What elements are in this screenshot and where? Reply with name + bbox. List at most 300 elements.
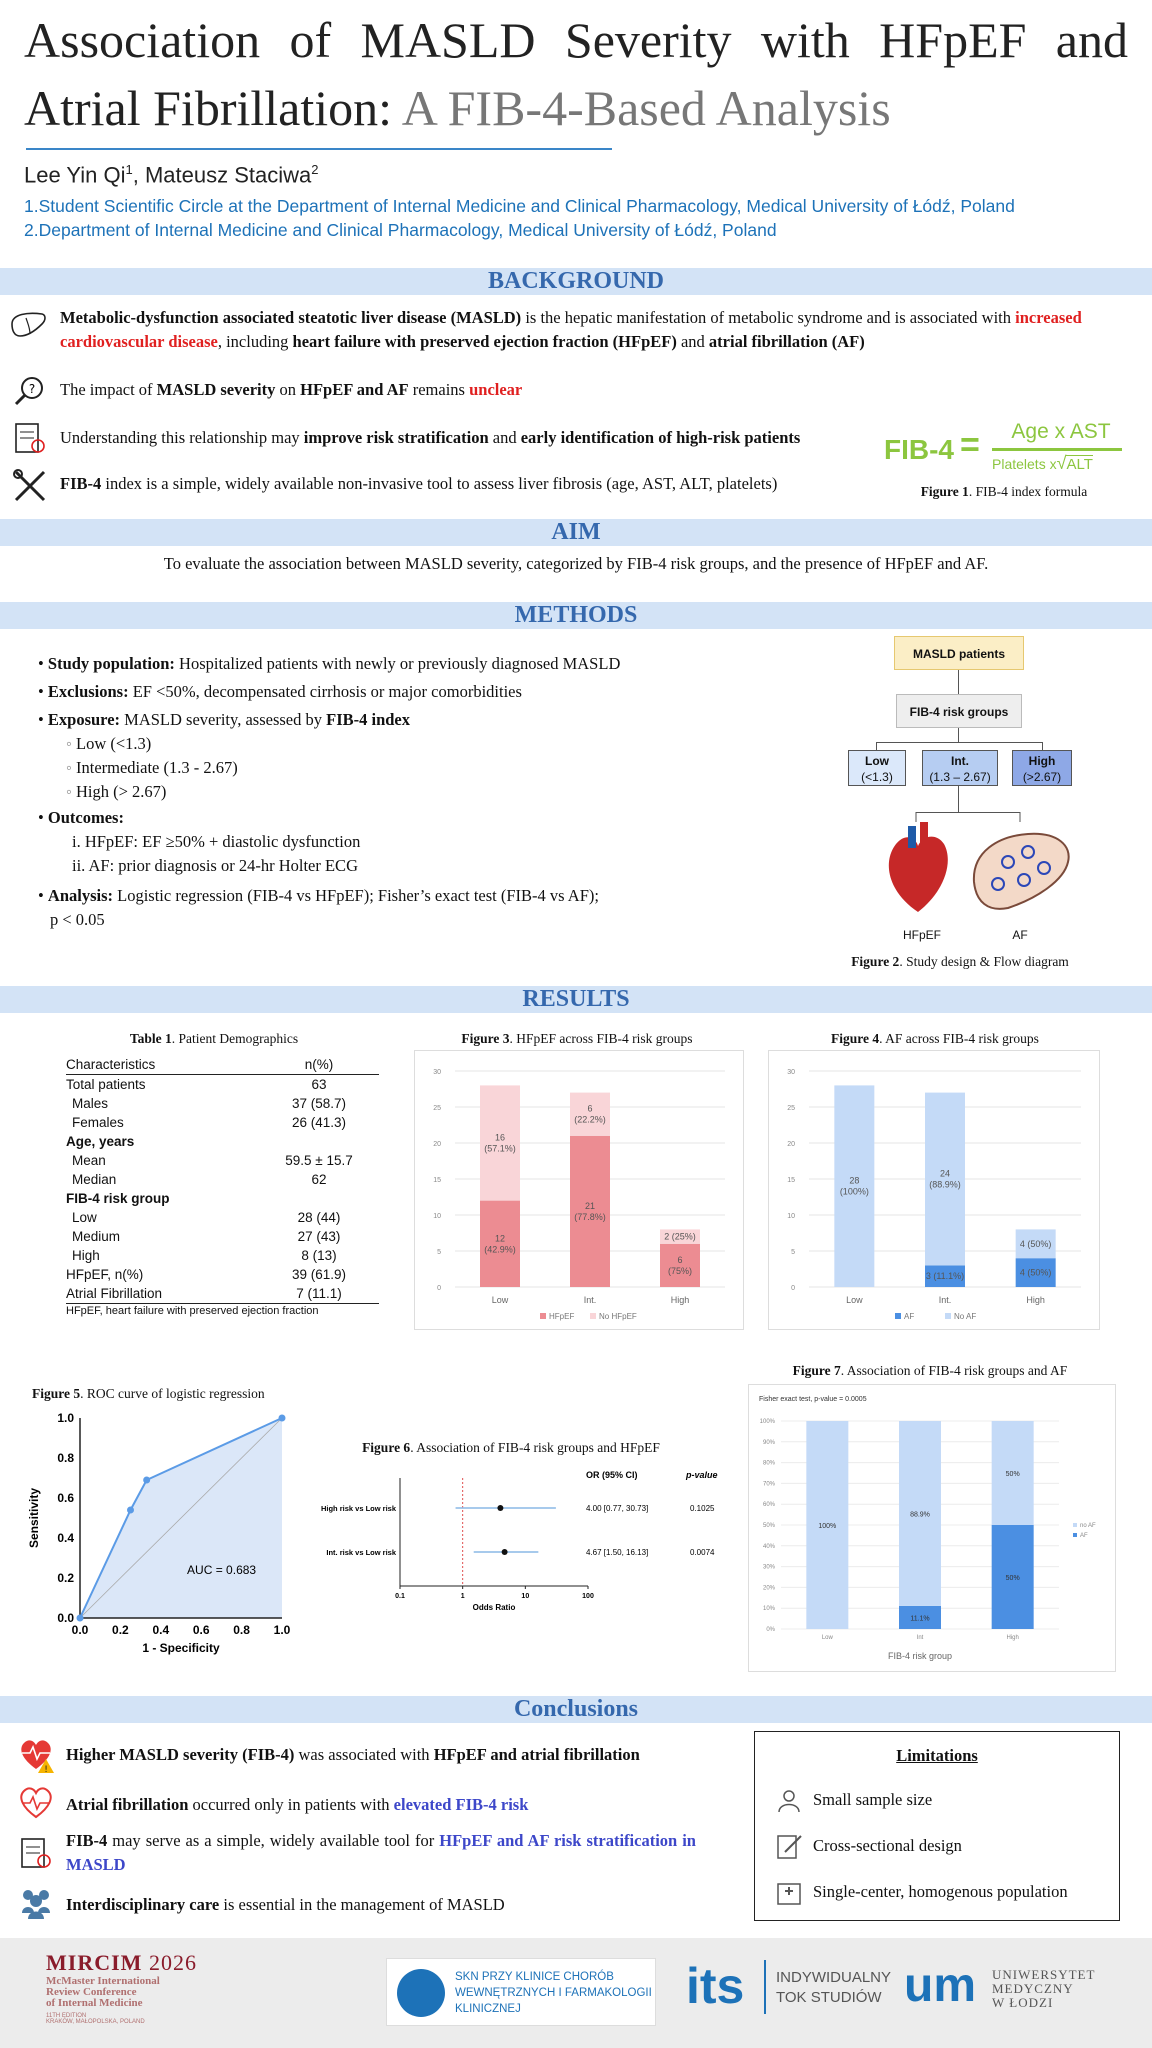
table-row <box>66 1246 379 1265</box>
table-row <box>66 1227 379 1246</box>
table-cell-label: FIB-4 risk group <box>66 1191 170 1206</box>
x-axis-label: FIB-4 risk group <box>887 1651 953 1661</box>
y-tick-label: 15 <box>787 1177 795 1184</box>
mircim-edition: 11TH EDITION <box>46 2013 87 2019</box>
background-text-2 <box>60 378 522 402</box>
limitation-text-2: Cross-sectional design <box>813 1836 962 1855</box>
author-sep: , <box>132 162 145 188</box>
figure-6-caption <box>346 1440 676 1456</box>
umed-logo <box>904 1956 1104 2026</box>
fig1-bold: Figure 1 <box>920 484 969 499</box>
background-item-1 <box>0 302 1152 358</box>
x-tick-label: High <box>1026 1295 1045 1305</box>
y-tick-label: 20% <box>762 1585 775 1592</box>
methods-analysis-p: p < 0.05 <box>50 910 105 929</box>
c3-bl1: HFpEF and AF risk stratification in MASLD <box>66 1831 696 1874</box>
flow-box-low <box>848 750 906 786</box>
roc-point <box>279 1415 286 1422</box>
background-text-1 <box>60 306 1148 354</box>
um-mark: um <box>904 1959 976 2012</box>
data-label: 4 (50%) <box>1019 1238 1052 1249</box>
data-label: 88.9% <box>910 1511 930 1519</box>
formula-equals: = <box>960 426 980 464</box>
or-column-header: OR (95% CI) <box>586 1470 638 1480</box>
c3-t1: may serve as a simple, widely available tool for <box>107 1831 440 1850</box>
mircim-conf-1: McMaster International <box>46 1975 160 1987</box>
legend-swatch <box>945 1313 951 1319</box>
table-cell-value: 7 (11.1) <box>296 1286 342 1301</box>
data-label: 12 <box>494 1233 506 1244</box>
flow-high1: High <box>1028 754 1056 768</box>
legend-label: AF <box>1080 1533 1088 1539</box>
bg2-b2: HFpEF and AF <box>300 380 409 399</box>
bg1-t3: and <box>676 332 709 351</box>
y-tick-label: 80% <box>762 1460 775 1467</box>
y-tick-label: 0.0 <box>57 1611 74 1625</box>
table-cell-value: 26 (41.3) <box>291 1115 347 1130</box>
table-cell-value: 28 (44) <box>297 1210 341 1225</box>
legend-swatch <box>1073 1523 1077 1527</box>
methods-list <box>38 652 718 932</box>
x-tick-label: 0.8 <box>233 1623 250 1637</box>
skn-line-2: WEWNĘTRZNYCH I FARMAKOLOGII <box>455 1987 652 1999</box>
or-point <box>502 1549 508 1555</box>
uni-line-2: MEDYCZNY <box>992 1981 1074 1996</box>
flow-int1: Int. <box>951 754 969 768</box>
mircim-year: 2026 <box>148 1950 197 1975</box>
x-tick-label: Low <box>821 1635 833 1641</box>
tools-icon <box>10 466 50 506</box>
x-tick-label: Int. <box>583 1295 597 1305</box>
x-tick-label: 0.2 <box>112 1623 129 1637</box>
x-tick-label: 0.0 <box>71 1623 89 1637</box>
section-results: RESULTS <box>0 986 1152 1013</box>
formula-root: ALT <box>1066 456 1093 473</box>
table-cell-label: Mean <box>72 1153 106 1168</box>
table-cell-label: Males <box>72 1096 109 1111</box>
fig4-bold: Figure 4 <box>831 1031 880 1046</box>
table-row <box>66 1170 379 1189</box>
fig3-cap: . HFpEF across FIB-4 risk groups <box>509 1031 693 1046</box>
methods-study: • Study population: Hospitalized patients with newly or previously diagnosed MASLD <box>38 654 621 673</box>
table-row <box>66 1075 379 1095</box>
auc-annotation: AUC = 0.683 <box>187 1563 257 1577</box>
y-tick-label: 30 <box>787 1069 795 1076</box>
uni-line-3: W ŁODZI <box>992 1995 1054 2010</box>
table-cell-label: Age, years <box>66 1134 135 1149</box>
fig5-bold: Figure 5 <box>32 1386 81 1401</box>
table-cell-label: Median <box>72 1172 117 1187</box>
title-underline <box>26 148 612 150</box>
table-cell-value: 62 <box>311 1172 327 1187</box>
figure-3-frame <box>414 1050 744 1330</box>
an-t: Logistic regression (FIB-4 vs HFpEF); Fisher’s exact test (FIB-4 vs AF); <box>113 886 599 905</box>
data-label: (42.9%) <box>484 1244 516 1255</box>
flow-line-2 <box>958 728 959 742</box>
bg3-b2: early identification of high-risk patients <box>520 428 801 447</box>
table-cell-value <box>259 1189 379 1208</box>
table-row <box>66 1113 379 1132</box>
legend-label: No AF <box>954 1312 977 1321</box>
table-cell-value: 39 (61.9) <box>291 1267 347 1282</box>
limitation-text-3: Single-center, homogenous population <box>813 1882 1068 1901</box>
flow-diagram <box>840 636 1140 966</box>
bg4-b1: FIB-4 <box>60 474 102 493</box>
limitation-item-1 <box>775 1786 1115 1816</box>
data-label: 11.1% <box>910 1615 930 1623</box>
uni-line-1: UNIWERSYTET <box>992 1967 1096 1982</box>
chart-subtitle: Fisher exact test, p-value = 0.0005 <box>759 1396 867 1403</box>
roc-point <box>127 1507 134 1514</box>
fig6-bold: Figure 6 <box>362 1440 411 1455</box>
formula-bar <box>992 448 1122 451</box>
methods-exclusions: • Exclusions: EF <50%, decompensated cirrhosis or major comorbidities <box>38 682 522 701</box>
y-tick-label: 0% <box>766 1627 775 1633</box>
section-methods: METHODS <box>0 602 1152 629</box>
c2-bl1: elevated FIB-4 risk <box>393 1795 529 1814</box>
methods-exposure: • Exposure: MASLD severity, assessed by FIB-4 index <box>38 710 410 729</box>
affiliation-1: 1.Student Scientific Circle at the Department of Internal Medicine and Clinical Pharmacology, Medical University of Łódź, Poland <box>24 196 1015 216</box>
its-divider <box>764 1960 766 2014</box>
table-row <box>66 1189 379 1208</box>
footer <box>0 1938 1152 2048</box>
heart-image <box>878 812 958 922</box>
table-cell-label: High <box>72 1248 100 1263</box>
background-text-3 <box>60 426 800 450</box>
y-tick-label: 0.8 <box>57 1451 74 1465</box>
p-value: 0.1025 <box>690 1504 715 1513</box>
x-tick-label: Low <box>846 1295 863 1305</box>
out-b: Outcomes: <box>47 808 124 827</box>
y-tick-label: 50% <box>762 1523 775 1529</box>
data-label: 4 (50%) <box>1019 1267 1052 1278</box>
y-tick-label: 0 <box>791 1285 795 1292</box>
table-1-caption <box>64 1031 364 1047</box>
mircim-logo <box>46 1950 246 2025</box>
formula-numerator: Age x AST <box>1011 420 1111 443</box>
author-2-sup: 2 <box>311 162 319 177</box>
formula-denominator: Platelets x√ALT <box>992 453 1093 473</box>
excl-t: EF <50%, decompensated cirrhosis or major comorbidities <box>128 682 522 701</box>
demographics-table <box>66 1055 379 1317</box>
author-1-sup: 1 <box>125 162 133 177</box>
x-tick-label: 0.1 <box>395 1593 405 1600</box>
skn-text <box>455 1969 652 2017</box>
figure-7-caption <box>760 1363 1100 1379</box>
study-t: Hospitalized patients with newly or previously diagnosed MASLD <box>174 654 621 673</box>
th-char: Characteristics <box>66 1057 156 1072</box>
y-tick-label: 0 <box>437 1285 441 1292</box>
exposure-item-high: ◦ High (> 2.67) <box>66 782 167 801</box>
flow-low2: (<1.3) <box>861 770 893 784</box>
title-line-2 <box>24 74 1128 142</box>
figure-6-chart <box>306 1462 736 1622</box>
table-header-row <box>66 1055 379 1075</box>
x-tick-label: Int <box>916 1635 924 1641</box>
sample-size-icon <box>775 1786 803 1814</box>
heart-rhythm-icon <box>16 1783 56 1823</box>
table-cell-label: Females <box>72 1115 124 1130</box>
flow-box-int <box>922 750 998 786</box>
table-cell-label: Low <box>72 1210 97 1225</box>
p-value: 0.0074 <box>690 1548 715 1557</box>
data-label: 100% <box>818 1523 837 1530</box>
y-tick-label: 60% <box>762 1502 775 1509</box>
exposure-item-low: ◦ Low (<1.3) <box>66 734 152 753</box>
limitations-title: Limitations <box>896 1746 978 1765</box>
y-tick-label: 10 <box>787 1213 795 1220</box>
clipboard-icon <box>10 418 50 458</box>
table-cell-label: HFpEF, n(%) <box>66 1267 144 1282</box>
fig3-bold: Figure 3 <box>461 1031 510 1046</box>
svg-text:?: ? <box>28 382 36 396</box>
background-item-2 <box>0 366 1152 410</box>
exp-b: Exposure: <box>47 710 121 729</box>
row-label: Int. risk vs Low risk <box>326 1548 396 1557</box>
flow-label-hfpef: HFpEF <box>902 928 941 942</box>
bg1-r1: increased cardiovascular disease <box>60 308 1082 351</box>
y-tick-label: 20 <box>787 1141 795 1148</box>
bg3-t2: and <box>488 428 521 447</box>
table-row <box>66 1284 379 1303</box>
demographics-table-grid <box>66 1055 379 1303</box>
x-tick-label: 100 <box>582 1593 594 1600</box>
an-b: Analysis: <box>47 886 114 905</box>
svg-text:!: ! <box>44 1765 48 1775</box>
author-2: Mateusz Staciwa <box>144 162 312 188</box>
limitation-item-3 <box>775 1878 1115 1908</box>
y-tick-label: 70% <box>762 1481 775 1488</box>
section-conclusions: Conclusions <box>0 1696 1152 1723</box>
y-tick-label: 25 <box>787 1105 795 1112</box>
y-tick-label: 0.2 <box>57 1571 74 1585</box>
t1-cap: . Patient Demographics <box>171 1031 299 1046</box>
bg1-b2: heart failure with preserved ejection fraction (HFpEF) <box>292 332 677 351</box>
y-axis-label: Sensitivity <box>27 1487 41 1549</box>
y-tick-label: 1.0 <box>57 1411 74 1425</box>
conclusion-text-2 <box>66 1793 528 1817</box>
c4-t1: is essential in the management of MASLD <box>219 1895 505 1914</box>
x-tick-label: Int. <box>938 1295 952 1305</box>
legend-label: No HFpEF <box>599 1312 637 1321</box>
conclusion-text-3 <box>66 1829 696 1877</box>
data-label: 50% <box>1005 1471 1020 1478</box>
figure-4-chart <box>769 1051 1101 1331</box>
y-tick-label: 20 <box>433 1141 441 1148</box>
conclusion-item-3 <box>0 1829 720 1879</box>
table-footnote: HFpEF, heart failure with preserved ejection fraction <box>66 1303 379 1317</box>
exp-item-1: Intermediate (1.3 - 2.67) <box>75 758 238 777</box>
figure-3-chart <box>415 1051 745 1331</box>
y-tick-label: 0.4 <box>57 1531 74 1545</box>
heart-warning-icon <box>16 1735 56 1775</box>
exp-b2: FIB-4 index <box>326 710 410 729</box>
or-value: 4.67 [1.50, 16.13] <box>586 1548 649 1557</box>
conclusion-text-1 <box>66 1743 640 1767</box>
y-tick-label: 25 <box>433 1105 441 1112</box>
section-aim: AIM <box>0 519 1152 546</box>
y-tick-label: 5 <box>791 1249 795 1256</box>
skn-line-1: SKN PRZY KLINICE CHORÓB <box>455 1971 614 1983</box>
excl-b: Exclusions: <box>47 682 129 701</box>
magnifier-icon <box>10 368 50 408</box>
bg3-t1: Understanding this relationship may <box>60 428 304 447</box>
limitation-text-1: Small sample size <box>813 1790 933 1809</box>
flow-int2: (1.3 – 2.67) <box>929 770 991 784</box>
bg4-t1: index is a simple, widely available non-invasive tool to assess liver fibrosis (age, AST, ALT, platelets) <box>101 474 778 493</box>
roc-point <box>143 1477 150 1484</box>
formula-den-text: Platelets x <box>992 456 1057 472</box>
legend-swatch <box>895 1313 901 1319</box>
poster-title <box>24 6 1128 142</box>
c3-b1: FIB-4 <box>66 1831 108 1850</box>
figure-7-chart <box>749 1385 1117 1673</box>
flow-high2: (>2.67) <box>1022 770 1062 784</box>
legend-label: no AF <box>1080 1523 1096 1529</box>
conclusion-item-1 <box>0 1735 720 1775</box>
fig1-cap: . FIB-4 index formula <box>968 484 1088 499</box>
figure-1-caption <box>884 484 1124 500</box>
x-axis-label: 1 - Specificity <box>142 1641 220 1655</box>
title-line-2a: Atrial Fibrillation: <box>24 80 402 136</box>
table-cell-label: Medium <box>72 1229 121 1244</box>
figure-4-caption <box>770 1031 1100 1047</box>
y-tick-label: 30% <box>762 1564 775 1571</box>
methods-outcomes: • Outcomes: <box>38 808 124 827</box>
or-point <box>497 1505 503 1511</box>
flow-line-h <box>876 742 1042 743</box>
y-tick-label: 40% <box>762 1543 775 1550</box>
c2-b1: Atrial fibrillation <box>66 1795 189 1814</box>
data-label: 2 (25%) <box>664 1231 696 1242</box>
bg1-t2: , including <box>217 332 293 351</box>
affiliation-2: 2.Department of Internal Medicine and Clinical Pharmacology, Medical University of Łódź, Poland <box>24 220 777 240</box>
data-label: (77.8%) <box>574 1211 606 1222</box>
x-axis-label: Odds Ratio <box>472 1603 516 1612</box>
data-label: (100%) <box>839 1186 869 1197</box>
report-icon <box>16 1833 56 1873</box>
figure-5-caption <box>32 1386 265 1402</box>
table-cell-value: 37 (58.7) <box>291 1096 347 1111</box>
table-row <box>66 1094 379 1113</box>
c2-t1: occurred only in patients with <box>188 1795 394 1814</box>
fig5-cap: . ROC curve of logistic regression <box>80 1386 265 1401</box>
c1-b2: HFpEF and atrial fibrillation <box>433 1745 640 1764</box>
flow-low1: Low <box>865 754 889 768</box>
data-label: 6 <box>677 1254 683 1265</box>
fig7-bold: Figure 7 <box>792 1363 841 1378</box>
bg2-b1: MASLD severity <box>156 380 276 399</box>
data-label: (88.9%) <box>929 1179 961 1190</box>
x-tick-label: 10 <box>521 1593 530 1600</box>
x-tick-label: 0.4 <box>152 1623 170 1637</box>
data-label: 28 <box>849 1175 860 1186</box>
table-row <box>66 1265 379 1284</box>
its-text <box>776 1968 891 2008</box>
data-label: 24 <box>939 1168 951 1179</box>
y-tick-label: 10 <box>433 1213 441 1220</box>
legend-swatch <box>590 1313 596 1319</box>
y-tick-label: 10% <box>762 1606 775 1613</box>
table-cell-value: 59.5 ± 15.7 <box>285 1153 353 1168</box>
figure-3-caption <box>412 1031 742 1047</box>
bg1-b1: Metabolic-dysfunction associated steatotic liver disease (MASLD) <box>60 308 522 327</box>
figure-5-chart <box>24 1404 304 1674</box>
bg2-r1: unclear <box>469 380 523 399</box>
x-tick-label: High <box>1006 1635 1019 1641</box>
flow-box-high <box>1012 750 1072 786</box>
fig7-cap: . Association of FIB-4 risk groups and AF <box>840 1363 1068 1378</box>
y-tick-label: 90% <box>762 1439 775 1446</box>
exp-item-0: Low (<1.3) <box>75 734 152 753</box>
limitation-item-2 <box>775 1832 1115 1862</box>
section-background: BACKGROUND <box>0 268 1152 295</box>
legend-swatch <box>540 1313 546 1319</box>
data-label: 21 <box>584 1200 596 1211</box>
or-value: 4.00 [0.77, 30.73] <box>586 1504 649 1513</box>
conclusion-item-2 <box>0 1783 720 1823</box>
methods-analysis: • Analysis: Logistic regression (FIB-4 vs HFpEF); Fisher’s exact test (FIB-4 vs AF); <box>38 886 599 905</box>
bg3-b1: improve risk stratification <box>303 428 489 447</box>
mircim-place: KRAKÓW, MAŁOPOLSKA, POLAND <box>46 2019 145 2025</box>
title-line-2b: A FIB-4-Based Analysis <box>401 80 891 136</box>
figure-4-frame <box>768 1050 1100 1330</box>
conclusion-item-4 <box>0 1883 720 1923</box>
bg2-t2: on <box>275 380 301 399</box>
mircim-name: MIRCIM <box>46 1950 143 1975</box>
t1-bold: Table 1 <box>129 1031 172 1046</box>
its-line-2: TOK STUDIÓW <box>776 1989 882 2006</box>
y-tick-label: 100% <box>759 1419 775 1425</box>
table-row <box>66 1208 379 1227</box>
p-column-header: p-value <box>686 1470 718 1480</box>
its-logo <box>686 1956 892 2026</box>
legend-label: HFpEF <box>549 1312 575 1321</box>
flow-arrow-1 <box>958 670 959 694</box>
table-cell-value: 8 (13) <box>301 1248 337 1263</box>
skn-emblem <box>397 1969 445 2017</box>
c1-b1: Higher MASLD severity (FIB-4) <box>66 1745 295 1764</box>
design-icon <box>775 1832 803 1860</box>
data-label: (75%) <box>667 1265 693 1276</box>
bg2-t1: The impact of <box>60 380 157 399</box>
fig4-cap: . AF across FIB-4 risk groups <box>879 1031 1039 1046</box>
study-b: Study population: <box>47 654 175 673</box>
liver-image <box>968 812 1074 922</box>
y-tick-label: 5 <box>437 1249 441 1256</box>
data-label: 3 (11.1%) <box>925 1271 965 1282</box>
c4-b1: Interdisciplinary care <box>66 1895 220 1914</box>
x-tick-label: 0.6 <box>192 1623 210 1637</box>
exp-t: MASLD severity, assessed by <box>120 710 327 729</box>
exposure-item-int: ◦ Intermediate (1.3 - 2.67) <box>66 758 238 777</box>
table-row <box>66 1132 379 1151</box>
legend-label: AF <box>904 1312 915 1321</box>
hospital-icon <box>775 1878 803 1906</box>
fig2-bold: Figure 2 <box>851 954 900 969</box>
outcome-item-2: ii. AF: prior diagnosis or 24-hr Holter ECG <box>72 856 358 875</box>
y-tick-label: 0.6 <box>57 1491 74 1505</box>
umed-text <box>992 1968 1095 2010</box>
authors <box>24 162 319 188</box>
mircim-conf-2: Review Conference <box>46 1986 137 1998</box>
formula-lhs: FIB-4 <box>884 434 954 465</box>
x-tick-label: 1.0 <box>273 1623 291 1637</box>
c1-t1: was associated with <box>294 1745 434 1764</box>
data-label: 16 <box>494 1132 506 1143</box>
table-cell-value: 63 <box>311 1077 327 1092</box>
mircim-conf-3: of Internal Medicine <box>46 1997 143 2009</box>
